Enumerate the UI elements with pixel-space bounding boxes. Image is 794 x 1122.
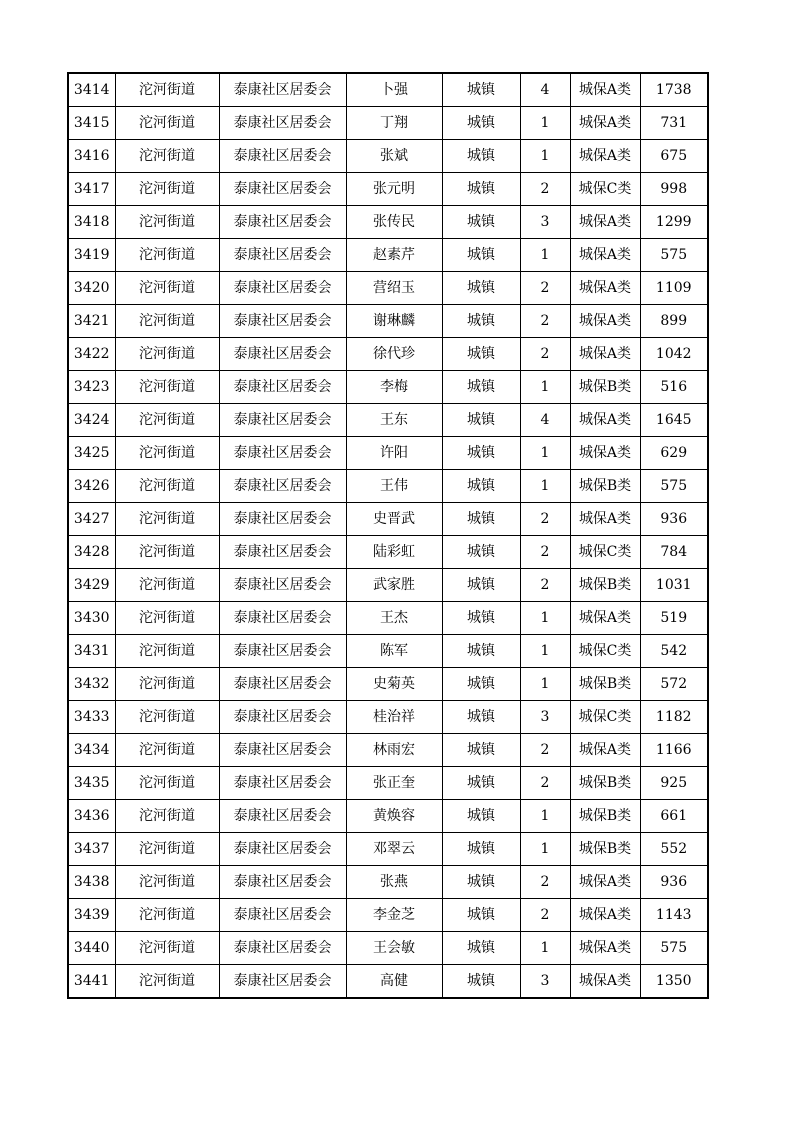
household-size-cell: 1 xyxy=(520,140,570,173)
name-cell: 张正奎 xyxy=(346,767,442,800)
street-cell: 沱河街道 xyxy=(115,767,219,800)
street-cell: 沱河街道 xyxy=(115,371,219,404)
street-cell: 沱河街道 xyxy=(115,602,219,635)
name-cell: 林雨宏 xyxy=(346,734,442,767)
serial-cell: 3434 xyxy=(68,734,115,767)
table-row xyxy=(68,437,708,470)
name-cell: 张斌 xyxy=(346,140,442,173)
serial-cell: 3432 xyxy=(68,668,115,701)
household-size-cell: 4 xyxy=(520,73,570,107)
category-cell: 城保C类 xyxy=(570,635,640,668)
household-size-cell: 1 xyxy=(520,371,570,404)
amount-cell: 936 xyxy=(640,503,708,536)
serial-cell: 3424 xyxy=(68,404,115,437)
area-cell: 城镇 xyxy=(442,932,520,965)
street-cell: 沱河街道 xyxy=(115,338,219,371)
committee-cell: 泰康社区居委会 xyxy=(219,833,346,866)
category-cell: 城保A类 xyxy=(570,503,640,536)
committee-cell: 泰康社区居委会 xyxy=(219,668,346,701)
committee-cell: 泰康社区居委会 xyxy=(219,206,346,239)
name-cell: 赵素芹 xyxy=(346,239,442,272)
household-size-cell: 4 xyxy=(520,404,570,437)
household-size-cell: 1 xyxy=(520,602,570,635)
street-cell: 沱河街道 xyxy=(115,701,219,734)
street-cell: 沱河街道 xyxy=(115,932,219,965)
serial-cell: 3429 xyxy=(68,569,115,602)
serial-cell: 3425 xyxy=(68,437,115,470)
committee-cell: 泰康社区居委会 xyxy=(219,239,346,272)
name-cell: 卜强 xyxy=(346,73,442,107)
household-size-cell: 2 xyxy=(520,272,570,305)
committee-cell: 泰康社区居委会 xyxy=(219,371,346,404)
table-row xyxy=(68,602,708,635)
area-cell: 城镇 xyxy=(442,866,520,899)
amount-cell: 1109 xyxy=(640,272,708,305)
street-cell: 沱河街道 xyxy=(115,239,219,272)
amount-cell: 731 xyxy=(640,107,708,140)
category-cell: 城保B类 xyxy=(570,569,640,602)
area-cell: 城镇 xyxy=(442,833,520,866)
street-cell: 沱河街道 xyxy=(115,635,219,668)
household-size-cell: 1 xyxy=(520,833,570,866)
area-cell: 城镇 xyxy=(442,206,520,239)
serial-cell: 3414 xyxy=(68,73,115,107)
serial-cell: 3418 xyxy=(68,206,115,239)
amount-cell: 936 xyxy=(640,866,708,899)
serial-cell: 3420 xyxy=(68,272,115,305)
amount-cell: 1182 xyxy=(640,701,708,734)
category-cell: 城保B类 xyxy=(570,833,640,866)
committee-cell: 泰康社区居委会 xyxy=(219,767,346,800)
street-cell: 沱河街道 xyxy=(115,305,219,338)
area-cell: 城镇 xyxy=(442,140,520,173)
amount-cell: 661 xyxy=(640,800,708,833)
area-cell: 城镇 xyxy=(442,107,520,140)
amount-cell: 629 xyxy=(640,437,708,470)
household-size-cell: 1 xyxy=(520,668,570,701)
committee-cell: 泰康社区居委会 xyxy=(219,470,346,503)
table-row xyxy=(68,701,708,734)
name-cell: 谢琳麟 xyxy=(346,305,442,338)
committee-cell: 泰康社区居委会 xyxy=(219,536,346,569)
amount-cell: 552 xyxy=(640,833,708,866)
household-size-cell: 1 xyxy=(520,107,570,140)
street-cell: 沱河街道 xyxy=(115,965,219,999)
area-cell: 城镇 xyxy=(442,734,520,767)
street-cell: 沱河街道 xyxy=(115,404,219,437)
category-cell: 城保A类 xyxy=(570,338,640,371)
serial-cell: 3419 xyxy=(68,239,115,272)
household-size-cell: 1 xyxy=(520,470,570,503)
street-cell: 沱河街道 xyxy=(115,668,219,701)
household-size-cell: 2 xyxy=(520,338,570,371)
committee-cell: 泰康社区居委会 xyxy=(219,701,346,734)
table-row xyxy=(68,239,708,272)
household-size-cell: 1 xyxy=(520,932,570,965)
area-cell: 城镇 xyxy=(442,371,520,404)
area-cell: 城镇 xyxy=(442,602,520,635)
table-row xyxy=(68,866,708,899)
amount-cell: 899 xyxy=(640,305,708,338)
area-cell: 城镇 xyxy=(442,635,520,668)
committee-cell: 泰康社区居委会 xyxy=(219,140,346,173)
household-size-cell: 2 xyxy=(520,305,570,338)
category-cell: 城保B类 xyxy=(570,470,640,503)
category-cell: 城保C类 xyxy=(570,536,640,569)
committee-cell: 泰康社区居委会 xyxy=(219,73,346,107)
name-cell: 营绍玉 xyxy=(346,272,442,305)
table-row xyxy=(68,635,708,668)
category-cell: 城保A类 xyxy=(570,272,640,305)
amount-cell: 1031 xyxy=(640,569,708,602)
name-cell: 高健 xyxy=(346,965,442,999)
household-size-cell: 2 xyxy=(520,899,570,932)
name-cell: 武家胜 xyxy=(346,569,442,602)
serial-cell: 3439 xyxy=(68,899,115,932)
committee-cell: 泰康社区居委会 xyxy=(219,272,346,305)
serial-cell: 3427 xyxy=(68,503,115,536)
household-size-cell: 2 xyxy=(520,569,570,602)
name-cell: 李梅 xyxy=(346,371,442,404)
household-size-cell: 3 xyxy=(520,206,570,239)
serial-cell: 3430 xyxy=(68,602,115,635)
serial-cell: 3421 xyxy=(68,305,115,338)
table-row xyxy=(68,899,708,932)
committee-cell: 泰康社区居委会 xyxy=(219,734,346,767)
table-row xyxy=(68,470,708,503)
committee-cell: 泰康社区居委会 xyxy=(219,305,346,338)
amount-cell: 1738 xyxy=(640,73,708,107)
category-cell: 城保A类 xyxy=(570,239,640,272)
table-row xyxy=(68,338,708,371)
category-cell: 城保A类 xyxy=(570,932,640,965)
table-row xyxy=(68,965,708,999)
amount-cell: 1042 xyxy=(640,338,708,371)
table-row xyxy=(68,173,708,206)
area-cell: 城镇 xyxy=(442,899,520,932)
serial-cell: 3440 xyxy=(68,932,115,965)
serial-cell: 3423 xyxy=(68,371,115,404)
table-row xyxy=(68,833,708,866)
committee-cell: 泰康社区居委会 xyxy=(219,899,346,932)
amount-cell: 1645 xyxy=(640,404,708,437)
category-cell: 城保A类 xyxy=(570,899,640,932)
street-cell: 沱河街道 xyxy=(115,734,219,767)
street-cell: 沱河街道 xyxy=(115,503,219,536)
table-row xyxy=(68,569,708,602)
serial-cell: 3431 xyxy=(68,635,115,668)
table-row xyxy=(68,371,708,404)
table-row xyxy=(68,404,708,437)
table-row xyxy=(68,503,708,536)
committee-cell: 泰康社区居委会 xyxy=(219,965,346,999)
street-cell: 沱河街道 xyxy=(115,800,219,833)
household-size-cell: 2 xyxy=(520,503,570,536)
table-row xyxy=(68,206,708,239)
amount-cell: 575 xyxy=(640,932,708,965)
committee-cell: 泰康社区居委会 xyxy=(219,338,346,371)
area-cell: 城镇 xyxy=(442,305,520,338)
name-cell: 王东 xyxy=(346,404,442,437)
amount-cell: 998 xyxy=(640,173,708,206)
serial-cell: 3441 xyxy=(68,965,115,999)
category-cell: 城保B类 xyxy=(570,668,640,701)
name-cell: 丁翔 xyxy=(346,107,442,140)
area-cell: 城镇 xyxy=(442,404,520,437)
street-cell: 沱河街道 xyxy=(115,470,219,503)
committee-cell: 泰康社区居委会 xyxy=(219,800,346,833)
area-cell: 城镇 xyxy=(442,73,520,107)
table-row xyxy=(68,800,708,833)
household-size-cell: 2 xyxy=(520,734,570,767)
amount-cell: 542 xyxy=(640,635,708,668)
table-row xyxy=(68,107,708,140)
street-cell: 沱河街道 xyxy=(115,536,219,569)
name-cell: 许阳 xyxy=(346,437,442,470)
amount-cell: 925 xyxy=(640,767,708,800)
table-row xyxy=(68,767,708,800)
area-cell: 城镇 xyxy=(442,800,520,833)
area-cell: 城镇 xyxy=(442,470,520,503)
serial-cell: 3416 xyxy=(68,140,115,173)
serial-cell: 3417 xyxy=(68,173,115,206)
amount-cell: 572 xyxy=(640,668,708,701)
street-cell: 沱河街道 xyxy=(115,866,219,899)
name-cell: 王伟 xyxy=(346,470,442,503)
area-cell: 城镇 xyxy=(442,536,520,569)
table-row xyxy=(68,734,708,767)
amount-cell: 575 xyxy=(640,239,708,272)
category-cell: 城保B类 xyxy=(570,371,640,404)
household-size-cell: 3 xyxy=(520,965,570,999)
category-cell: 城保A类 xyxy=(570,73,640,107)
category-cell: 城保A类 xyxy=(570,437,640,470)
household-size-cell: 1 xyxy=(520,635,570,668)
committee-cell: 泰康社区居委会 xyxy=(219,866,346,899)
table-row xyxy=(68,140,708,173)
name-cell: 史晋武 xyxy=(346,503,442,536)
committee-cell: 泰康社区居委会 xyxy=(219,107,346,140)
name-cell: 陆彩虹 xyxy=(346,536,442,569)
roster-body xyxy=(68,73,708,998)
serial-cell: 3433 xyxy=(68,701,115,734)
committee-cell: 泰康社区居委会 xyxy=(219,437,346,470)
name-cell: 陈军 xyxy=(346,635,442,668)
name-cell: 张元明 xyxy=(346,173,442,206)
name-cell: 王会敏 xyxy=(346,932,442,965)
area-cell: 城镇 xyxy=(442,569,520,602)
category-cell: 城保B类 xyxy=(570,767,640,800)
street-cell: 沱河街道 xyxy=(115,73,219,107)
name-cell: 史菊英 xyxy=(346,668,442,701)
street-cell: 沱河街道 xyxy=(115,272,219,305)
committee-cell: 泰康社区居委会 xyxy=(219,932,346,965)
serial-cell: 3415 xyxy=(68,107,115,140)
household-size-cell: 3 xyxy=(520,701,570,734)
serial-cell: 3426 xyxy=(68,470,115,503)
name-cell: 邓翠云 xyxy=(346,833,442,866)
committee-cell: 泰康社区居委会 xyxy=(219,173,346,206)
serial-cell: 3437 xyxy=(68,833,115,866)
table-row xyxy=(68,536,708,569)
name-cell: 张燕 xyxy=(346,866,442,899)
amount-cell: 784 xyxy=(640,536,708,569)
amount-cell: 519 xyxy=(640,602,708,635)
committee-cell: 泰康社区居委会 xyxy=(219,404,346,437)
committee-cell: 泰康社区居委会 xyxy=(219,602,346,635)
street-cell: 沱河街道 xyxy=(115,140,219,173)
name-cell: 王杰 xyxy=(346,602,442,635)
serial-cell: 3438 xyxy=(68,866,115,899)
serial-cell: 3436 xyxy=(68,800,115,833)
category-cell: 城保B类 xyxy=(570,800,640,833)
amount-cell: 1166 xyxy=(640,734,708,767)
street-cell: 沱河街道 xyxy=(115,569,219,602)
table-row xyxy=(68,932,708,965)
committee-cell: 泰康社区居委会 xyxy=(219,635,346,668)
name-cell: 徐代珍 xyxy=(346,338,442,371)
household-size-cell: 1 xyxy=(520,437,570,470)
name-cell: 李金芝 xyxy=(346,899,442,932)
serial-cell: 3435 xyxy=(68,767,115,800)
category-cell: 城保A类 xyxy=(570,404,640,437)
household-size-cell: 2 xyxy=(520,173,570,206)
category-cell: 城保C类 xyxy=(570,173,640,206)
serial-cell: 3422 xyxy=(68,338,115,371)
category-cell: 城保A类 xyxy=(570,965,640,999)
household-size-cell: 2 xyxy=(520,767,570,800)
category-cell: 城保A类 xyxy=(570,602,640,635)
serial-cell: 3428 xyxy=(68,536,115,569)
household-size-cell: 1 xyxy=(520,800,570,833)
household-size-cell: 1 xyxy=(520,239,570,272)
amount-cell: 516 xyxy=(640,371,708,404)
category-cell: 城保A类 xyxy=(570,734,640,767)
area-cell: 城镇 xyxy=(442,701,520,734)
area-cell: 城镇 xyxy=(442,338,520,371)
category-cell: 城保A类 xyxy=(570,305,640,338)
area-cell: 城镇 xyxy=(442,767,520,800)
area-cell: 城镇 xyxy=(442,668,520,701)
amount-cell: 675 xyxy=(640,140,708,173)
area-cell: 城镇 xyxy=(442,272,520,305)
area-cell: 城镇 xyxy=(442,965,520,999)
household-size-cell: 2 xyxy=(520,536,570,569)
name-cell: 张传民 xyxy=(346,206,442,239)
area-cell: 城镇 xyxy=(442,239,520,272)
table-row xyxy=(68,272,708,305)
street-cell: 沱河街道 xyxy=(115,206,219,239)
area-cell: 城镇 xyxy=(442,173,520,206)
committee-cell: 泰康社区居委会 xyxy=(219,569,346,602)
committee-cell: 泰康社区居委会 xyxy=(219,503,346,536)
table-row xyxy=(68,668,708,701)
amount-cell: 1143 xyxy=(640,899,708,932)
category-cell: 城保C类 xyxy=(570,701,640,734)
street-cell: 沱河街道 xyxy=(115,173,219,206)
table-row xyxy=(68,305,708,338)
category-cell: 城保A类 xyxy=(570,866,640,899)
street-cell: 沱河街道 xyxy=(115,833,219,866)
benefit-roster-table xyxy=(67,72,709,999)
amount-cell: 1350 xyxy=(640,965,708,999)
street-cell: 沱河街道 xyxy=(115,437,219,470)
name-cell: 桂治祥 xyxy=(346,701,442,734)
household-size-cell: 2 xyxy=(520,866,570,899)
street-cell: 沱河街道 xyxy=(115,899,219,932)
amount-cell: 575 xyxy=(640,470,708,503)
area-cell: 城镇 xyxy=(442,437,520,470)
name-cell: 黄焕容 xyxy=(346,800,442,833)
area-cell: 城镇 xyxy=(442,503,520,536)
table-row xyxy=(68,73,708,107)
amount-cell: 1299 xyxy=(640,206,708,239)
category-cell: 城保A类 xyxy=(570,107,640,140)
street-cell: 沱河街道 xyxy=(115,107,219,140)
category-cell: 城保A类 xyxy=(570,140,640,173)
category-cell: 城保A类 xyxy=(570,206,640,239)
